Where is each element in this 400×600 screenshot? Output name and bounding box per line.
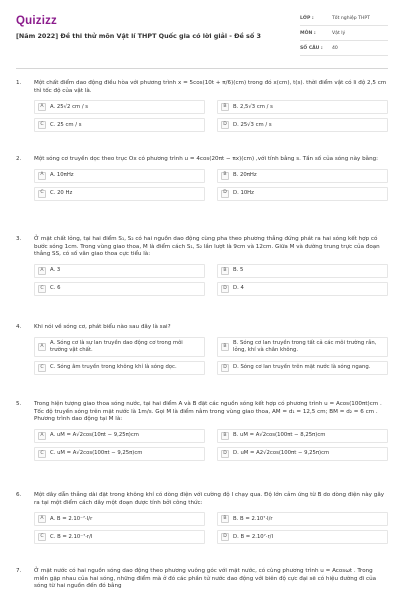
option-d[interactable] [217, 282, 388, 296]
option-badge: B [221, 515, 229, 523]
meta-label: SỐ CÂU : [300, 46, 323, 52]
option-badge: C [38, 533, 46, 541]
option-b[interactable] [217, 264, 388, 278]
question-text: Ở mặt nước có hai nguồn sóng dao động theo phương vuông góc với mặt nước, có cùng phương trình u = Acosωt . Trong miền gặp nhau của hai sóng, những điểm mà ở đó các phần tử nước dao động với biên độ cực đại sẽ có hiệu đường đi của sóng từ hai nguồn đến đó bằng [34, 568, 377, 590]
meta-panel [300, 14, 388, 59]
option-d[interactable] [217, 361, 388, 375]
header-divider [16, 68, 388, 69]
option-text: D. B = 2.10⁷·r/I [233, 533, 274, 540]
option-d[interactable] [217, 187, 388, 201]
question-5 [16, 401, 388, 461]
option-badge: B [221, 103, 229, 111]
option-badge: A [38, 172, 46, 180]
page-header [0, 0, 400, 62]
option-d[interactable] [217, 447, 388, 461]
option-text: D. uM = A2√2cos(100πt − 9,25π)cm [233, 450, 330, 457]
option-text: C. 6 [50, 285, 61, 292]
question-text: Một sóng cơ truyền dọc theo trục Ox có phương trình u = 4cos(20πt − πx)(cm) ,với tính bằng s. Tần số của sóng này bằng: [34, 156, 379, 162]
option-badge: A [38, 267, 46, 275]
question-number: 1. [16, 80, 22, 86]
option-text: C. Sóng âm truyền trong không khí là sóng dọc. [50, 364, 177, 371]
option-d[interactable] [217, 530, 388, 544]
option-text: A. 25√2 cm / s [50, 103, 89, 110]
option-c[interactable] [34, 187, 205, 201]
option-badge: B [221, 172, 229, 180]
option-b[interactable] [217, 169, 388, 183]
option-c[interactable] [34, 118, 205, 132]
option-badge: D [221, 121, 229, 129]
meta-label: LỚP : [300, 16, 314, 22]
meta-question-count [300, 44, 388, 56]
option-badge: D [221, 190, 229, 198]
option-text: D. Sóng cơ lan truyền trên mặt nước là sóng ngang. [233, 364, 371, 371]
option-a[interactable] [34, 100, 205, 114]
options-grid [34, 100, 388, 132]
question-text: Một chất điểm dao động điều hòa với phương trình x = 5cos(10t + π/6)(cm) trong đó x(cm), t(s). thời điểm vật có li độ 2,5 cm thì tốc độ của vật là. [34, 80, 387, 94]
question-number: 7. [16, 568, 22, 574]
option-text: B. uM = A√2cos(100πt − 8,25π)cm [233, 432, 326, 439]
meta-value: Tốt nghiệp THPT [332, 16, 370, 22]
option-b[interactable] [217, 337, 388, 357]
option-c[interactable] [34, 447, 205, 461]
option-text: C. 20 Hz [50, 189, 73, 196]
option-text: D. 10Hz [233, 189, 254, 196]
question-number: 5. [16, 401, 22, 407]
option-text: A. 10πHz [50, 171, 74, 178]
option-text: B. 20πHz [233, 171, 257, 178]
option-badge: A [38, 343, 46, 351]
option-badge: A [38, 103, 46, 111]
question-text: Một dây dẫn thẳng dài đặt trong không khí có dòng điện với cường độ I chạy qua. Độ lớn cảm ứng từ B do dòng điện này gây ra tại một điểm cách dây một đoạn được tính bởi công thức: [34, 492, 385, 506]
meta-label: MÔN : [300, 31, 316, 37]
option-text: A. B = 2.10⁻⁷·I/r [50, 515, 93, 522]
option-c[interactable] [34, 282, 205, 296]
option-text: B. 5 [233, 267, 244, 274]
option-a[interactable] [34, 169, 205, 183]
option-badge: D [221, 533, 229, 541]
meta-class [300, 14, 388, 26]
option-badge: A [38, 432, 46, 440]
option-b[interactable] [217, 100, 388, 114]
option-text: C. B = 2.10⁻⁷·r/I [50, 533, 93, 540]
quizizz-logo: Quizizz [16, 15, 58, 27]
option-text: A. uM = A√2cos(10πt − 9,25π)cm [50, 432, 139, 439]
question-2 [16, 156, 388, 201]
question-1 [16, 80, 388, 132]
question-7 [16, 568, 388, 591]
option-text: C. uM = A√2cos(100πt − 9,25π)cm [50, 450, 143, 457]
option-text: A. 3 [50, 267, 61, 274]
options-grid [34, 337, 388, 375]
option-a[interactable] [34, 264, 205, 278]
question-6 [16, 492, 388, 544]
question-text: Ở mặt chất lỏng, tại hai điểm S₁, S₂ có hai nguồn dao động cùng pha theo phương thẳng đứng phát ra hai sóng kết hợp có bước sóng 1cm. Trong vùng giao thoa, M là điểm cách S₁, S₂ lần lượt là 9cm và 12cm. Giữa M và đường trung trực của đoạn thẳng SS, có số vân giao thoa cực tiểu là: [34, 236, 380, 258]
option-badge: C [38, 190, 46, 198]
option-badge: B [221, 343, 229, 351]
option-text: B. B = 2.10⁷·I/r [233, 515, 273, 522]
option-badge: A [38, 515, 46, 523]
option-badge: C [38, 450, 46, 458]
option-a[interactable] [34, 512, 205, 526]
option-badge: B [221, 267, 229, 275]
option-text: A. Sóng cơ là sự lan truyền dao động cơ trong môi trường vật chất. [50, 339, 183, 353]
option-d[interactable] [217, 118, 388, 132]
option-text: C. 25 cm / s [50, 121, 82, 128]
option-badge: D [221, 364, 229, 372]
option-c[interactable] [34, 530, 205, 544]
meta-value: 40 [332, 46, 338, 52]
option-c[interactable] [34, 361, 205, 375]
question-number: 2. [16, 156, 22, 162]
options-grid [34, 264, 388, 296]
question-number: 6. [16, 492, 22, 498]
option-badge: D [221, 285, 229, 293]
option-text: B. Sóng cơ lan truyền trong tất cả các môi trường rắn, lỏng, khí và chân không. [233, 339, 377, 353]
option-b[interactable] [217, 512, 388, 526]
option-badge: C [38, 285, 46, 293]
meta-subject [300, 29, 388, 41]
option-badge: B [221, 432, 229, 440]
page-title: [Năm 2022] Đề thi thử môn Vật lí THPT Quốc gia có lời giải - Đề số 3 [16, 32, 261, 40]
option-badge: D [221, 450, 229, 458]
option-text: B. 2,5√3 cm / s [233, 103, 273, 110]
options-grid [34, 512, 388, 544]
option-a[interactable] [34, 429, 205, 443]
question-number: 3. [16, 236, 22, 242]
meta-value: Vật lý [332, 31, 346, 37]
question-text: Khi nói về sóng cơ, phát biểu nào sau đây là sai? [34, 324, 171, 330]
option-b[interactable] [217, 429, 388, 443]
option-text: D. 25√3 cm / s [233, 121, 272, 128]
question-3 [16, 236, 388, 296]
options-grid [34, 169, 388, 201]
option-a[interactable] [34, 337, 205, 357]
option-badge: C [38, 121, 46, 129]
question-4 [16, 324, 388, 375]
option-text: D. 4 [233, 285, 244, 292]
options-grid [34, 429, 388, 461]
question-text: Trong hiện tượng giao thoa sóng nước, tại hai điểm A và B đặt các nguồn sóng kết hợp có phương trình u = Acos(100πt)cm . Tốc độ truyền sóng trên mặt nước là 1m/s. Gọi M là điểm nằm trong vùng giao thoa, AM = d₁ = 12,5 cm; BM = d₂ = 6 cm . Phương trình dao động tại M là: [34, 401, 382, 423]
option-badge: C [38, 364, 46, 372]
question-number: 4. [16, 324, 22, 330]
